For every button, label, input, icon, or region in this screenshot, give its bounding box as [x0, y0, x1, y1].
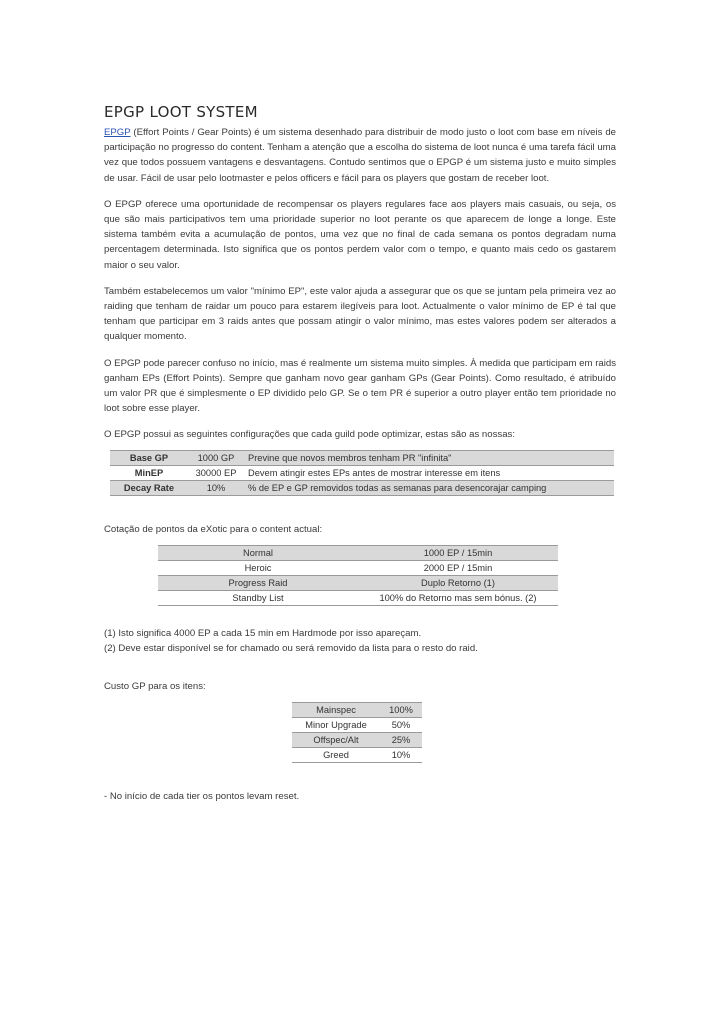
table-row — [292, 748, 422, 763]
table-row — [158, 590, 558, 605]
footer-note: - No início de cada tier os pontos levam reset. — [104, 791, 300, 803]
config-value: 10% — [206, 482, 226, 493]
gp-intro: Custo GP para os itens: — [104, 681, 206, 693]
config-description: Devem atingir estes EPs antes de mostrar interesse em itens — [248, 467, 501, 478]
page-title: EPGP LOOT SYSTEM — [104, 103, 258, 121]
config-value: 30000 EP — [195, 467, 237, 478]
table-row — [110, 465, 614, 480]
raid-points: 2000 EP / 15min — [423, 562, 493, 573]
table-row — [110, 480, 614, 495]
intro-paragraph — [104, 125, 616, 186]
item-category: Greed — [323, 750, 349, 761]
item-cost: 50% — [391, 720, 411, 731]
raid-points: 1000 EP / 15min — [423, 547, 493, 558]
epgp-link[interactable]: EPGP — [104, 127, 131, 138]
table-row — [158, 575, 558, 590]
raid-type: Heroic — [244, 562, 272, 573]
points-intro: Cotação de pontos da eXotic para o content actual: — [104, 523, 323, 535]
table-row — [292, 733, 422, 748]
raid-points: 100% do Retorno mas sem bónus. (2) — [379, 592, 537, 603]
paragraph-explanation: O EPGP pode parecer confuso no início, mas é realmente um sistema muito simples. À medida que participam em raids ganham EPs (Effort Points). Sempre que ganham novo gear ganham GPs (Gear Points). Como resultado, é atribuído um valor PR que é simplesmente o EP dividido pelo GP. Se o tem PR é superior a outro player então tem prioridade no loot sobre esse player. — [104, 357, 616, 415]
table-row — [292, 718, 422, 733]
config-name: Base GP — [129, 452, 169, 463]
item-category: Mainspec — [316, 705, 356, 716]
item-cost: 10% — [391, 750, 411, 761]
table-row — [292, 703, 422, 718]
config-name: Decay Rate — [123, 482, 175, 493]
points-table — [158, 545, 558, 606]
note-1: (1) Isto significa 4000 EP a cada 15 min em Hardmode por isso apareçam. — [104, 627, 422, 639]
raid-points: Duplo Retorno (1) — [421, 577, 495, 588]
config-description: Previne que novos membros tenham PR "infinita" — [248, 452, 452, 463]
paragraph-minimum-ep: Também estabelecemos um valor "mínimo EP", este valor ajuda a assegurar que os que se juntam pela primeira vez ao raiding que tenham de raidar um pouco para estarem ilegíveis para loot. Actualmente o valor mínimo de EP é tal que tenham que participar em 3 raids antes que possam atingir o valor mínimo, mas estes valores podem ser alterados a qualquer momento. — [104, 285, 616, 343]
raid-type: Standby List — [232, 592, 284, 603]
paragraph-rewards: O EPGP oferece uma oportunidade de recompensar os players regulares face aos players mais casuais, ou seja, os que são mais participativos tem uma prioridade superior no loot perante os que aparecem de longe a longe. Este sistema também evita a acumulação de pontos, uma vez que no final de cada semana os pontos degradam numa percentagem determinada. Isto significa que os pontos perdem valor com o tempo, e quanto mais cedo os gastarem maior o seu valor. — [104, 198, 616, 271]
config-value: 1000 GP — [197, 452, 235, 463]
raid-type: Progress Raid — [228, 577, 288, 588]
intro-text: (Effort Points / Gear Points) é um sistema desenhado para distribuir de modo justo o loot com base em níveis de participação no progresso do content. Tenham a atenção que a escolha do sistema de loot nunca é uma tarefa fácil uma vez que todos possuem vantagens e desvantagens. Contudo sentimos que o EPGP é um sistema justo e muito simples de usar. Fácil de usar pelo lootmaster e pelos officers e fácil para os players que gostam de receber loot. — [104, 127, 616, 184]
config-name: MinEP — [134, 467, 164, 478]
item-category: Offspec/Alt — [313, 735, 359, 746]
note-2: (2) Deve estar disponível se for chamado ou será removido da lista para o resto do raid. — [104, 643, 478, 655]
table-row — [110, 450, 614, 465]
paragraph-config-intro: O EPGP possui as seguintes configurações que cada guild pode optimizar, estas são as nossas: — [104, 429, 515, 441]
gp-table — [292, 702, 422, 763]
raid-type: Normal — [243, 547, 273, 558]
config-table — [110, 450, 614, 496]
table-row — [158, 545, 558, 560]
item-cost: 25% — [391, 735, 411, 746]
item-cost: 100% — [389, 705, 413, 716]
config-description: % de EP e GP removidos todas as semanas para desencorajar camping — [248, 482, 547, 493]
table-row — [158, 560, 558, 575]
document-content — [104, 103, 616, 816]
item-category: Minor Upgrade — [305, 720, 367, 731]
